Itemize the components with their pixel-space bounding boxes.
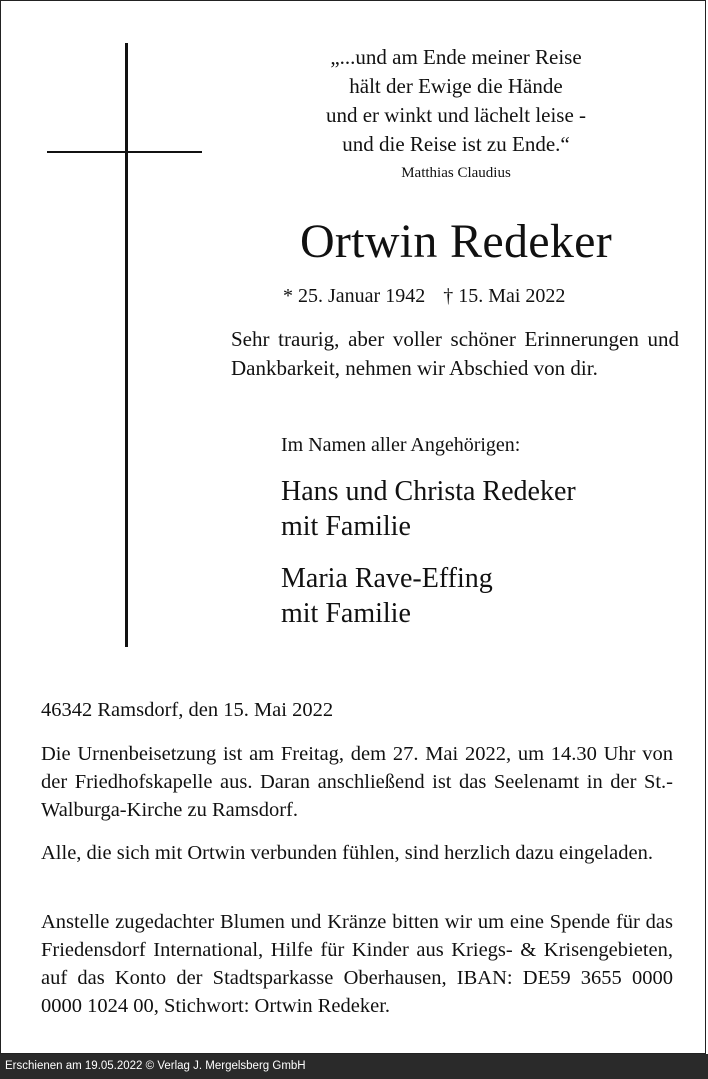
quote-author: Matthias Claudius (401, 165, 511, 181)
quote-line: „...und am Ende meiner Reise (330, 45, 582, 69)
family-suffix: mit Familie (281, 511, 411, 542)
burial-info: Die Urnenbeisetzung ist am Freitag, dem 27. Mai 2022, um 14.30 Uhr von der Friedhofskapelle aus. Daran anschließend ist das Seelenamt in der St.-Walburga-Kirche zu Ramsdorf. (41, 743, 673, 821)
place-date: 46342 Ramsdorf, den 15. Mai 2022 (41, 699, 334, 721)
quote-line: hält der Ewige die Hände (349, 74, 563, 98)
mourners-intro: Im Namen aller Angehörigen: (281, 434, 521, 456)
family-name: Hans und Christa Redeker (281, 476, 576, 507)
family-suffix: mit Familie (281, 598, 411, 629)
publication-footer: Erschienen am 19.05.2022 © Verlag J. Mergelsberg GmbH (0, 1054, 708, 1079)
quote (251, 43, 661, 159)
cross-horizontal-bar (47, 151, 202, 153)
cross-vertical-bar (125, 43, 128, 647)
deceased-name: Ortwin Redeker (299, 215, 613, 268)
family-name: Maria Rave-Effing (281, 563, 493, 594)
life-dates (283, 283, 565, 309)
invitation-text: Alle, die sich mit Ortwin verbunden fühlen, sind herzlich dazu eingeladen. (41, 842, 653, 864)
birth-date: * 25. Januar 1942 (283, 285, 426, 307)
donation-request: Anstelle zugedachter Blumen und Kränze bitten wir um eine Spende für das Friedensdorf International, Hilfe für Kinder aus Kriegs- & Krisengebieten, auf das Konto der Stadtsparkasse Oberhausen, IBAN: DE59 3655 0000 0000 1024 00, Stichwort: Ortwin Redeker. (41, 911, 673, 1017)
mourner-family (281, 561, 493, 631)
death-date: † 15. Mai 2022 (443, 285, 566, 307)
mourning-text: Sehr traurig, aber voller schöner Erinnerungen und Dankbarkeit, nehmen wir Abschied von dir. (231, 327, 679, 380)
quote-line: und die Reise ist zu Ende.“ (342, 132, 570, 156)
quote-line: und er winkt und lächelt leise - (325, 103, 587, 127)
mourner-family (281, 474, 576, 544)
